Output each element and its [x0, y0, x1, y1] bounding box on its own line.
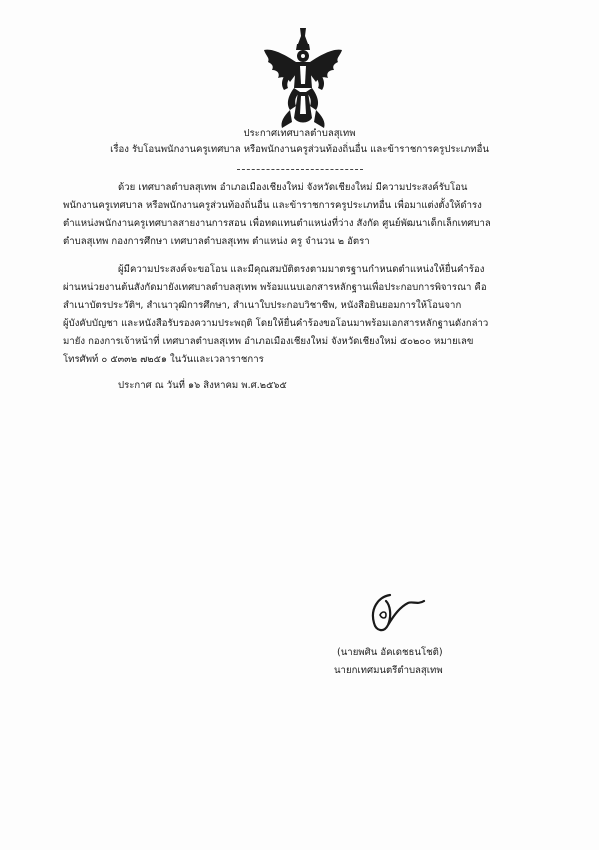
paragraph-1-line-1: ด้วย เทศบาลตำบลสุเทพ อำเภอเมืองเชียงใหม่ จังหวัดเชียงใหม่ มีความประสงค์รับโอน — [118, 182, 468, 193]
paragraph-2-line-1: ผู้มีความประสงค์จะขอโอน และมีคุณสมบัติตรงตามมาตรฐานกำหนดตำแหน่งให้ยื่นคำร้อง — [118, 264, 485, 275]
paragraph-1-line-3: ตำแหน่งพนักงานครูเทศบาลสายงานการสอน เพื่อทดแทนตำแหน่งที่ว่าง สังกัด ศูนย์พัฒนาเด็กเล็กเทศบาล — [63, 218, 491, 229]
subject-title: เรื่อง รับโอนพนักงานครูเทศบาล หรือพนักงานครูส่วนท้องถิ่นอื่น และข้าราชการครูประเภทอื่น — [110, 144, 489, 155]
signature-icon — [360, 585, 430, 645]
paragraph-1-line-2: พนักงานครูเทศบาล หรือพนักงานครูส่วนท้องถิ่นอื่น และข้าราชการครูประเภทอื่น เพื่อมาแต่งตั้งให้ดำรง — [63, 200, 482, 211]
paragraph-2-line-5: มายัง กองการเจ้าหน้าที่ เทศบาลตำบลสุเทพ อำเภอเมืองเชียงใหม่ จังหวัดเชียงใหม่ ๕๐๒๐๐ หมายเลข — [63, 336, 474, 347]
signatory-position: นายกเทศมนตรีตำบลสุเทพ — [334, 665, 443, 676]
paragraph-2-line-2: ผ่านหน่วยงานต้นสังกัดมายังเทศบาลตำบลสุเทพ พร้อมแนบเอกสารหลักฐานเพื่อประกอบการพิจารณา คือ — [63, 282, 487, 293]
title-divider — [237, 169, 363, 170]
paragraph-2-line-4: ผู้บังคับบัญชา และหนังสือรับรองความประพฤติ โดยให้ยื่นคำร้องขอโอนมาพร้อมเอกสารหลักฐานดังกล่าว — [63, 318, 489, 329]
signatory-name: (นายพศิน อัคเดชธนโชติ) — [337, 647, 443, 658]
paragraph-2-line-3: สำเนาบัตรประวัติฯ, สำเนาวุฒิการศึกษา, สำเนาใบประกอบวิชาชีพ, หนังสือยินยอมการให้โอนจาก — [63, 300, 462, 311]
announcement-date: ประกาศ ณ วันที่ ๑๖ สิงหาคม พ.ศ.๒๕๖๕ — [118, 380, 287, 391]
garuda-emblem-icon — [260, 26, 346, 130]
paragraph-1-line-4: ตำบลสุเทพ กองการศึกษา เทศบาลตำบลสุเทพ ตำแหน่ง ครู จำนวน ๒ อัตรา — [63, 236, 370, 247]
paragraph-2-line-6: โทรศัพท์ ๐ ๕๓๓๒ ๗๒๕๑ ในวันและเวลาราชการ — [63, 354, 264, 365]
issuer-title: ประกาศเทศบาลตำบลสุเทพ — [243, 128, 356, 139]
